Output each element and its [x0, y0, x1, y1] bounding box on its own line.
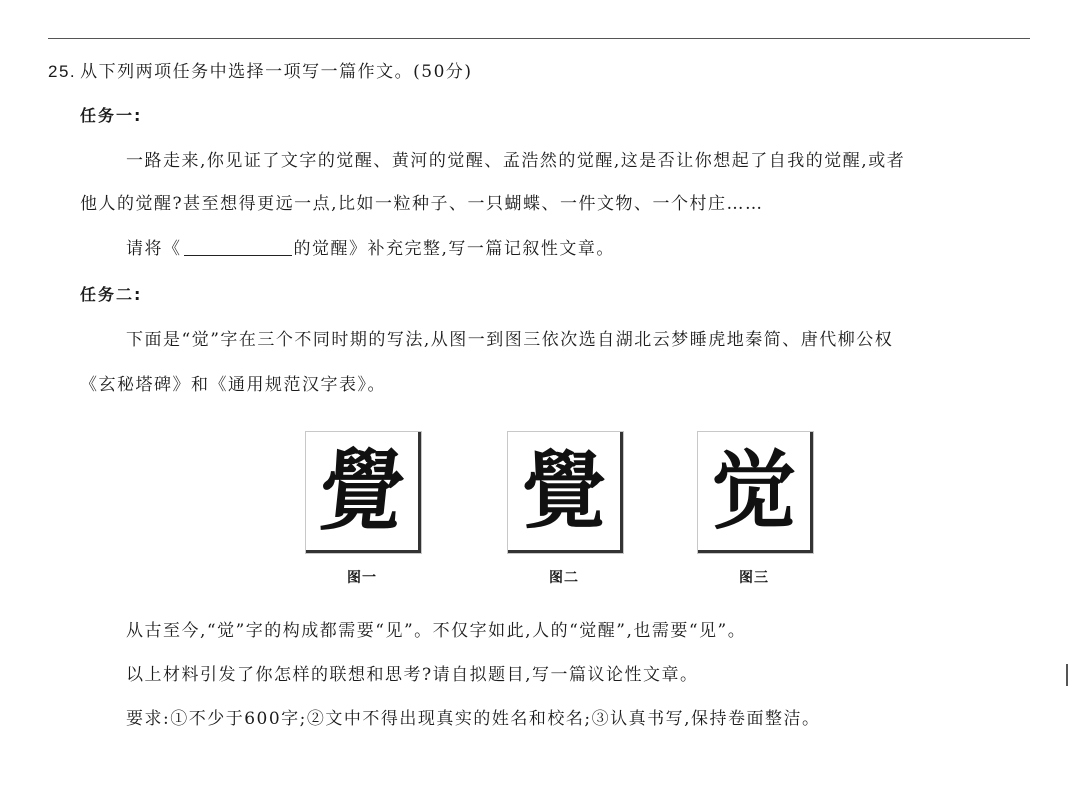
figure-1-image: [306, 432, 421, 553]
task2-para1-line2: 《玄秘塔碑》和《通用规范汉字表》。: [80, 375, 386, 395]
figure-3-glyph: 觉: [711, 442, 796, 540]
task1-para2-prefix: 请将《: [126, 239, 182, 259]
task2-heading: 任务二:: [80, 285, 143, 304]
task1-heading: 任务一:: [80, 106, 143, 125]
fill-in-blank: [184, 237, 292, 256]
task1-para1-line2: 他人的觉醒?甚至想得更远一点,比如一粒种子、一只蝴蝶、一件文物、一个村庄……: [80, 194, 764, 214]
question-prompt: [48, 60, 473, 84]
task2-requirements: 要求:①不少于600字;②文中不得出现真实的姓名和校名;③认真书写,保持卷面整洁。: [126, 709, 821, 729]
task2-para3: 以上材料引发了你怎样的联想和思考?请自拟题目,写一篇议论性文章。: [126, 665, 699, 685]
task1-para2: [126, 237, 615, 261]
figure-1-glyph: 覺: [314, 439, 410, 543]
task1-para1-line1: 一路走来,你见证了文字的觉醒、黄河的觉醒、孟浩然的觉醒,这是否让你想起了自我的觉醒,或者: [126, 151, 906, 171]
margin-mark: [1066, 664, 1068, 686]
task1-para2-suffix: 的觉醒》补充完整,写一篇记叙性文章。: [293, 239, 615, 259]
question-text: 从下列两项任务中选择一项写一篇作文。(50分): [80, 62, 473, 82]
figure-1-caption: 图一: [347, 570, 377, 586]
question-number: 25.: [48, 62, 77, 81]
top-rule: [48, 38, 1030, 39]
figure-2-image: [508, 432, 623, 553]
task2-para2: 从古至今,“觉”字的构成都需要“见”。不仅字如此,人的“觉醒”,也需要“见”。: [126, 621, 747, 641]
task2-para1-line1: 下面是“觉”字在三个不同时期的写法,从图一到图三依次选自湖北云梦睡虎地秦简、唐代柳公权: [126, 330, 894, 350]
figure-2-glyph: 覺: [521, 441, 606, 540]
figure-3-caption: 图三: [739, 570, 769, 586]
figure-3-image: [698, 432, 813, 553]
figure-2-caption: 图二: [549, 570, 579, 586]
